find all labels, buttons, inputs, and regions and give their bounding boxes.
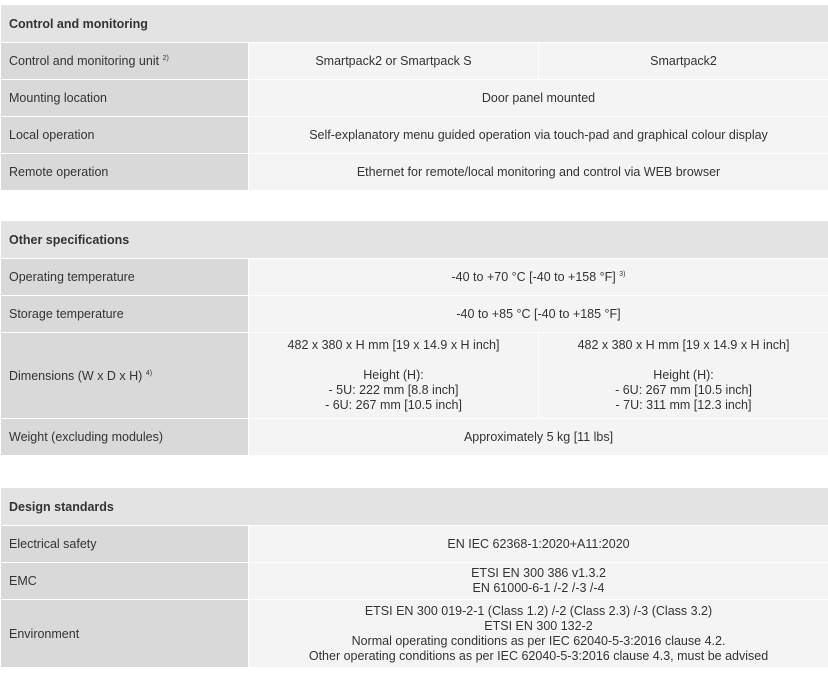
row-label-remote-operation: Remote operation — [1, 154, 249, 191]
row-label-storage-temperature: Storage temperature — [1, 296, 249, 333]
storage-temperature-value: -40 to +85 °C [-40 to +185 °F] — [249, 296, 828, 333]
row-label-local-operation: Local operation — [1, 117, 249, 154]
other-specifications-table — [0, 220, 828, 456]
row-label-emc: EMC — [1, 563, 249, 600]
design-standards-table — [0, 487, 828, 668]
footnote-marker: 3) — [619, 271, 626, 278]
dimensions-value-b: 482 x 380 x H mm [19 x 14.9 x H inch] Height (H): - 6U: 267 mm [10.5 inch] - 7U: 311 mm [12.3 inch] — [539, 333, 828, 419]
environment-value: ETSI EN 300 019-2-1 (Class 1.2) /-2 (Class 2.3) /-3 (Class 3.2) ETSI EN 300 132-2 Normal operating conditions as per IEC 62040-5-3:2016 clause 4.2. Other operating conditions as per IEC 62040-5-3:2016 clause 4.3, must be advised — [249, 600, 828, 668]
mounting-value: Door panel mounted — [249, 80, 828, 117]
electrical-safety-value: EN IEC 62368-1:2020+A11:2020 — [249, 526, 828, 563]
control-unit-value-a: Smartpack2 or Smartpack S — [249, 43, 539, 80]
row-label-environment: Environment — [1, 600, 249, 668]
row-label-dimensions: Dimensions (W x D x H) $^{4)}$ — [1, 333, 249, 419]
remote-operation-value: Ethernet for remote/local monitoring and control via WEB browser — [249, 154, 828, 191]
control-monitoring-table — [0, 4, 828, 191]
row-label-electrical-safety: Electrical safety — [1, 526, 249, 563]
section-title-control: Control and monitoring — [1, 5, 828, 43]
operating-temperature-value: -40 to +70 °C [-40 to +158 °F] $^{3)}$ — [249, 259, 828, 296]
row-label-control-unit: Control and monitoring unit $^{2)}$ — [1, 43, 249, 80]
row-label-weight: Weight (excluding modules) — [1, 419, 249, 456]
emc-value: ETSI EN 300 386 v1.3.2 EN 61000-6-1 /-2 /-3 /-4 — [249, 563, 828, 600]
row-label-operating-temperature: Operating temperature — [1, 259, 249, 296]
control-unit-value-b: Smartpack2 — [539, 43, 828, 80]
footnote-marker: 4) — [145, 369, 153, 377]
section-title-other: Other specifications — [1, 221, 828, 259]
dimensions-value-a: 482 x 380 x H mm [19 x 14.9 x H inch] Height (H): - 5U: 222 mm [8.8 inch] - 6U: 267 mm [10.5 inch] — [249, 333, 539, 419]
section-title-design: Design standards — [1, 488, 828, 526]
footnote-marker: 2) — [162, 55, 169, 62]
local-operation-value: Self-explanatory menu guided operation via touch-pad and graphical colour display — [249, 117, 828, 154]
row-label-mounting: Mounting location — [1, 80, 249, 117]
weight-value: Approximately 5 kg [11 lbs] — [249, 419, 828, 456]
